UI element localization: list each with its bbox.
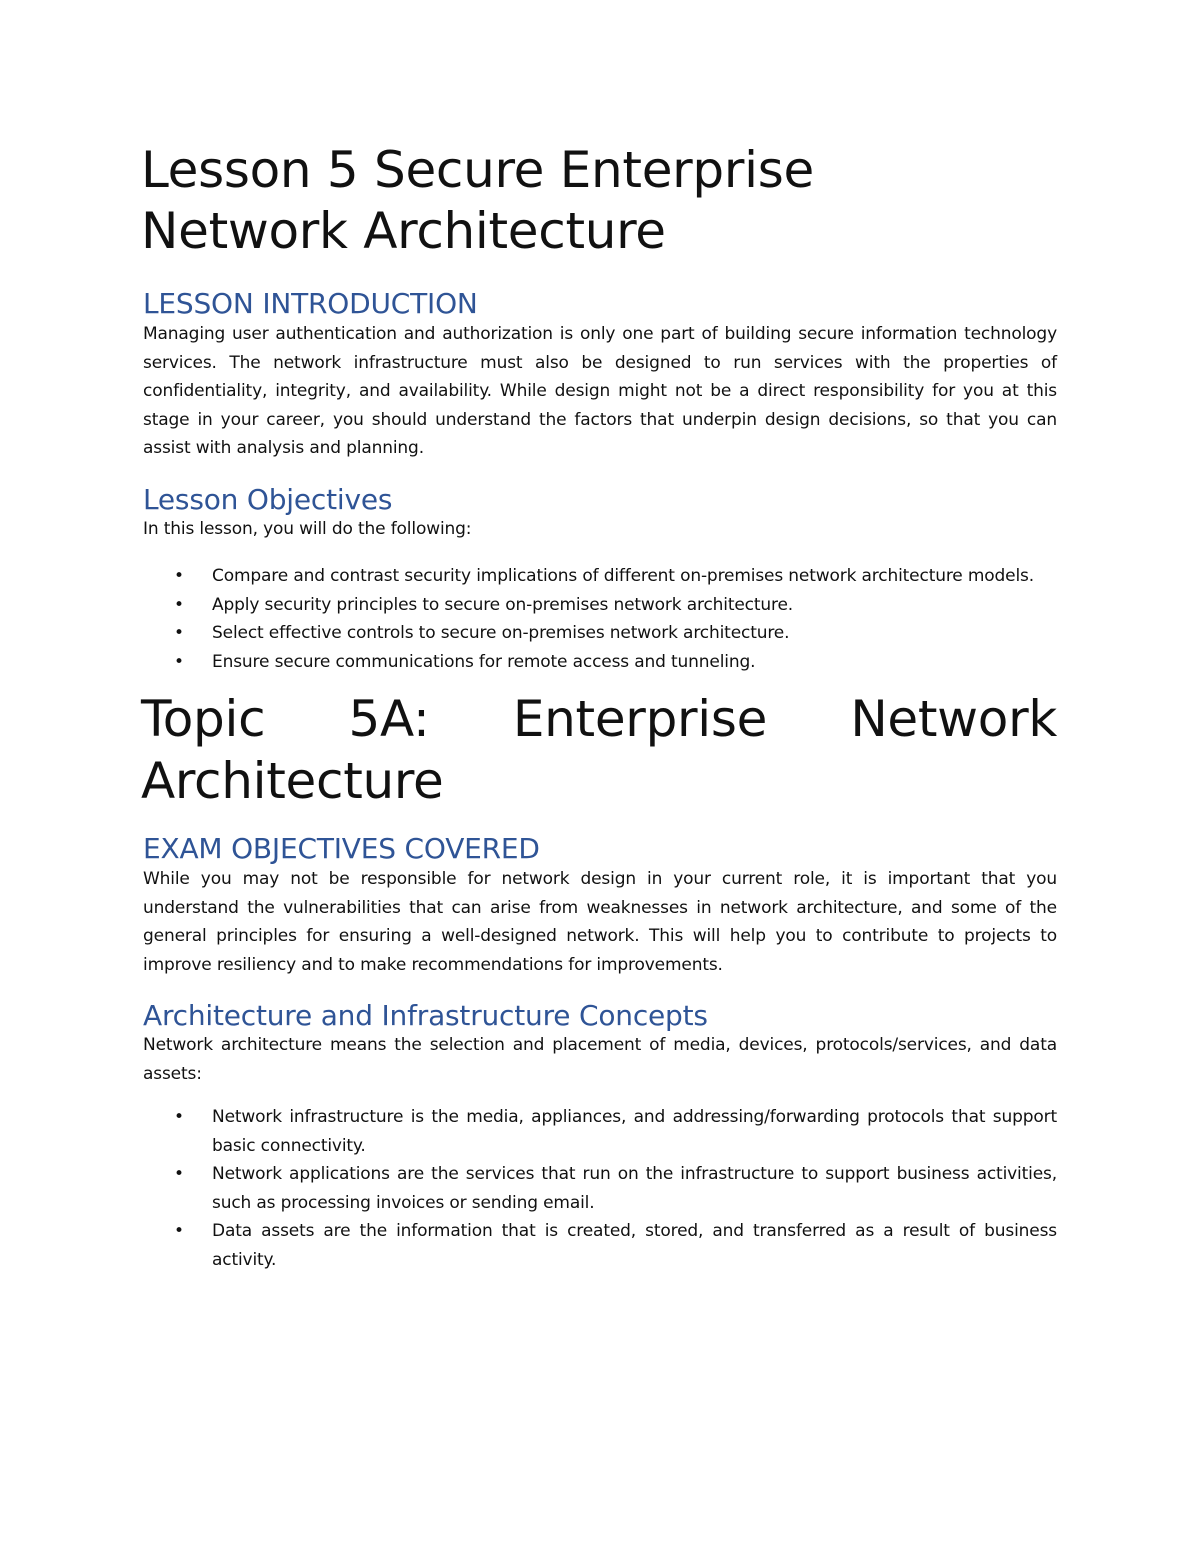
bullet-icon: • (174, 651, 184, 672)
topic-title-line1: Topic 5A: Enterprise Network (141, 690, 1057, 748)
lesson-objectives-list (143, 562, 1057, 676)
architecture-concepts-heading: Architecture and Infrastructure Concepts (143, 999, 708, 1032)
topic-title-line2: Architecture (141, 752, 444, 810)
topic-title (141, 688, 1057, 812)
exam-objectives-heading: EXAM OBJECTIVES COVERED (143, 832, 540, 865)
lesson-objectives-intro: In this lesson, you will do the following: (143, 518, 472, 539)
list-item: • Data assets are the information that is created, stored, and transferred as a result of business activity. (143, 1217, 1057, 1274)
lesson-title-line1: Lesson 5 Secure Enterprise (141, 141, 814, 199)
document-page (143, 140, 1057, 1274)
list-item: • Network infrastructure is the media, appliances, and addressing/forwarding protocols that support basic connectivity. (143, 1103, 1057, 1160)
list-item: • Apply security principles to secure on-premises network architecture. (143, 591, 1057, 620)
lesson-objectives-heading: Lesson Objectives (143, 482, 393, 516)
architecture-concepts-intro: Network architecture means the selection and placement of media, devices, protocols/services, and data assets: (143, 1035, 1057, 1084)
bullet-icon: • (174, 1164, 184, 1184)
lesson-introduction-body: Managing user authentication and authorization is only one part of building secure information technology services. The network infrastructure must also be designed to run services with the properties of confidentiality, integrity, and availability. While design might not be a direct responsibility for you at this stage in your career, you should understand the factors that underpin design decisions, so that you can assist with analysis and planning. (143, 324, 1057, 458)
list-item: • Compare and contrast security implications of different on-premises network architecture models. (143, 562, 1057, 591)
lesson-title (141, 140, 1057, 262)
lesson-title-line2: Network Architecture (141, 202, 666, 260)
list-item: • Select effective controls to secure on-premises network architecture. (143, 619, 1057, 648)
bullet-icon: • (174, 1221, 184, 1241)
exam-objectives-body: While you may not be responsible for network design in your current role, it is important that you understand the vulnerabilities that can arise from weaknesses in network architecture, and some of the general principles for ensuring a well-designed network. This will help you to contribute to projects to improve resiliency and to make recommendations for improvements. (143, 869, 1057, 975)
bullet-icon: • (174, 1107, 184, 1127)
list-item: • Network applications are the services that run on the infrastructure to support business activities, such as processing invoices or sending email. (143, 1160, 1057, 1217)
bullet-icon: • (174, 566, 184, 586)
architecture-concepts-list (143, 1103, 1057, 1274)
lesson-introduction-heading: LESSON INTRODUCTION (143, 287, 478, 320)
bullet-icon: • (174, 594, 184, 615)
list-item: • Ensure secure communications for remote access and tunneling. (143, 648, 1057, 677)
bullet-icon: • (174, 623, 184, 643)
